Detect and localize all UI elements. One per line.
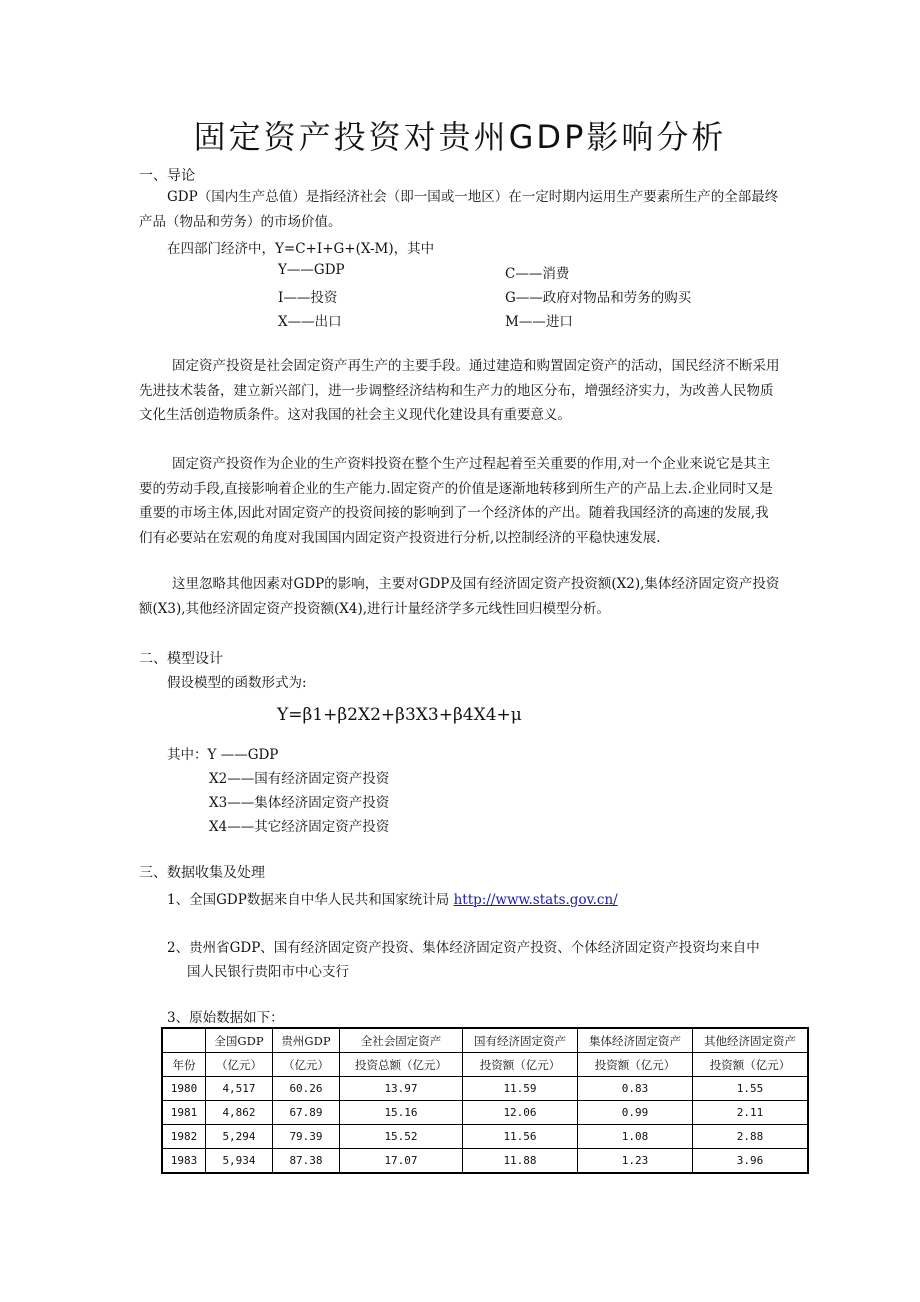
table-cell: 4,517 (206, 1077, 273, 1101)
definition-c: C——消费 (505, 266, 570, 282)
table-cell: 11.56 (463, 1125, 578, 1149)
data-source-national-text: 1、全国GDP数据来自中华人民共和国家统计局 (167, 892, 450, 908)
table-row (162, 1149, 808, 1174)
table-cell: （亿元） (273, 1053, 340, 1077)
raw-data-table (161, 1027, 809, 1174)
model-intro: 假设模型的函数形式为: (167, 675, 307, 691)
table-cell: 3.96 (693, 1149, 809, 1174)
table-row (162, 1125, 808, 1149)
table-row (162, 1077, 808, 1101)
table-cell: 1.55 (693, 1077, 809, 1101)
table-cell: 1980 (162, 1077, 206, 1101)
section-heading-model: 二、模型设计 (139, 651, 223, 667)
table-cell: 投资额（亿元） (463, 1053, 578, 1077)
table-cell: 其他经济固定资产 (693, 1028, 809, 1053)
page-title: 固定资产投资对贵州GDP影响分析 (193, 118, 727, 156)
table-cell: 79.39 (273, 1125, 340, 1149)
paragraph-scope: 这里忽略其他因素对GDP的影响，主要对GDP及国有经济固定资产投资额(X2),集体经济固定资产投资额(X3),其他经济固定资产投资额(X4),进行计量经济学多元线性回归模型分析。 (139, 576, 780, 617)
table-row (162, 1101, 808, 1125)
table-cell: 87.38 (273, 1149, 340, 1174)
table-cell (162, 1028, 206, 1053)
raw-data-label: 3、原始数据如下： (167, 1010, 284, 1026)
paragraph-enterprise-investment: 固定资产投资作为企业的生产资料投资在整个生产过程起着至关重要的作用,对一个企业来说它是其主要的劳动手段,直接影响着企业的生产能力.固定资产的价值是逐渐地转移到所生产的产品上去.企业同时又是重要的市场主体,因此对固定资产的投资间接的影响到了一个经济体的产出。随着我国经济的高速的发展,我们有必要站在宏观的角度对我国国内固定资产投资进行分析,以控制经济的平稳快速发展. (139, 456, 773, 546)
definition-i: I——投资 (278, 290, 338, 306)
table-cell: 全国GDP (206, 1028, 273, 1053)
table-cell: （亿元） (206, 1053, 273, 1077)
table-cell: 60.26 (273, 1077, 340, 1101)
table-header-row (162, 1028, 808, 1053)
definition-y: Y——GDP (278, 262, 345, 278)
table-cell: 67.89 (273, 1101, 340, 1125)
model-formula: Y=β1+β2X2+β3X3+β4X4+μ (277, 705, 522, 725)
paragraph-gdp-definition: GDP（国内生产总值）是指经济社会（即一国或一地区）在一定时期内运用生产要素所生产的全部最终产品（物品和劳务）的市场价值。 (139, 189, 779, 230)
table-cell: 1.08 (578, 1125, 693, 1149)
table-cell: 1.23 (578, 1149, 693, 1174)
model-var-x2: X2——国有经济固定资产投资 (209, 771, 390, 787)
section-heading-intro: 一、导论 (139, 168, 195, 184)
table-cell: 集体经济固定资产 (578, 1028, 693, 1053)
table-header-row (162, 1053, 808, 1077)
definition-m: M——进口 (505, 314, 573, 330)
model-var-x3: X3——集体经济固定资产投资 (209, 795, 390, 811)
data-source-national (167, 888, 618, 908)
table-cell: 15.16 (340, 1101, 463, 1125)
table-cell: 投资额（亿元） (578, 1053, 693, 1077)
section-heading-data: 三、数据收集及处理 (139, 865, 265, 881)
table-cell: 1981 (162, 1101, 206, 1125)
table-cell: 投资额（亿元） (693, 1053, 809, 1077)
table-cell: 1982 (162, 1125, 206, 1149)
table-cell: 投资总额（亿元） (340, 1053, 463, 1077)
table-cell: 15.52 (340, 1125, 463, 1149)
table-cell: 1983 (162, 1149, 206, 1174)
table-cell: 0.83 (578, 1077, 693, 1101)
data-source-guizhou-line2: 国人民银行贵阳市中心支行 (187, 964, 349, 980)
table-cell: 13.97 (340, 1077, 463, 1101)
table-cell: 17.07 (340, 1149, 463, 1174)
table-cell: 贵州GDP (273, 1028, 340, 1053)
paragraph-four-sector: 在四部门经济中，Y=C+I+G+(X-M)，其中 (167, 241, 435, 257)
table-cell: 全社会固定资产 (340, 1028, 463, 1053)
table-cell: 11.59 (463, 1077, 578, 1101)
table-cell: 5,934 (206, 1149, 273, 1174)
definition-x: X——出口 (278, 314, 342, 330)
table-cell: 国有经济固定资产 (463, 1028, 578, 1053)
table-cell: 0.99 (578, 1101, 693, 1125)
table-cell: 5,294 (206, 1125, 273, 1149)
table-cell: 2.11 (693, 1101, 809, 1125)
table-cell: 4,862 (206, 1101, 273, 1125)
stats-gov-link[interactable]: http://www.stats.gov.cn/ (453, 892, 618, 908)
data-source-guizhou-line1: 2、贵州省GDP、国有经济固定资产投资、集体经济固定资产投资、个体经济固定资产投资均来自中 (167, 940, 760, 956)
paragraph-fixed-assets: 固定资产投资是社会固定资产再生产的主要手段。通过建造和购置固定资产的活动，国民经济不断采用先进技术装备，建立新兴部门，进一步调整经济结构和生产力的地区分布，增强经济实力，为改善人民物质文化生活创造物质条件。这对我国的社会主义现代化建设具有重要意义。 (139, 358, 780, 423)
table-cell: 12.06 (463, 1101, 578, 1125)
model-var-x4: X4——其它经济固定资产投资 (209, 819, 390, 835)
table-cell: 年份 (162, 1053, 206, 1077)
model-where: 其中：Y ——GDP (167, 747, 279, 763)
definition-g: G——政府对物品和劳务的购买 (505, 290, 692, 306)
table-cell: 11.88 (463, 1149, 578, 1174)
table-cell: 2.88 (693, 1125, 809, 1149)
